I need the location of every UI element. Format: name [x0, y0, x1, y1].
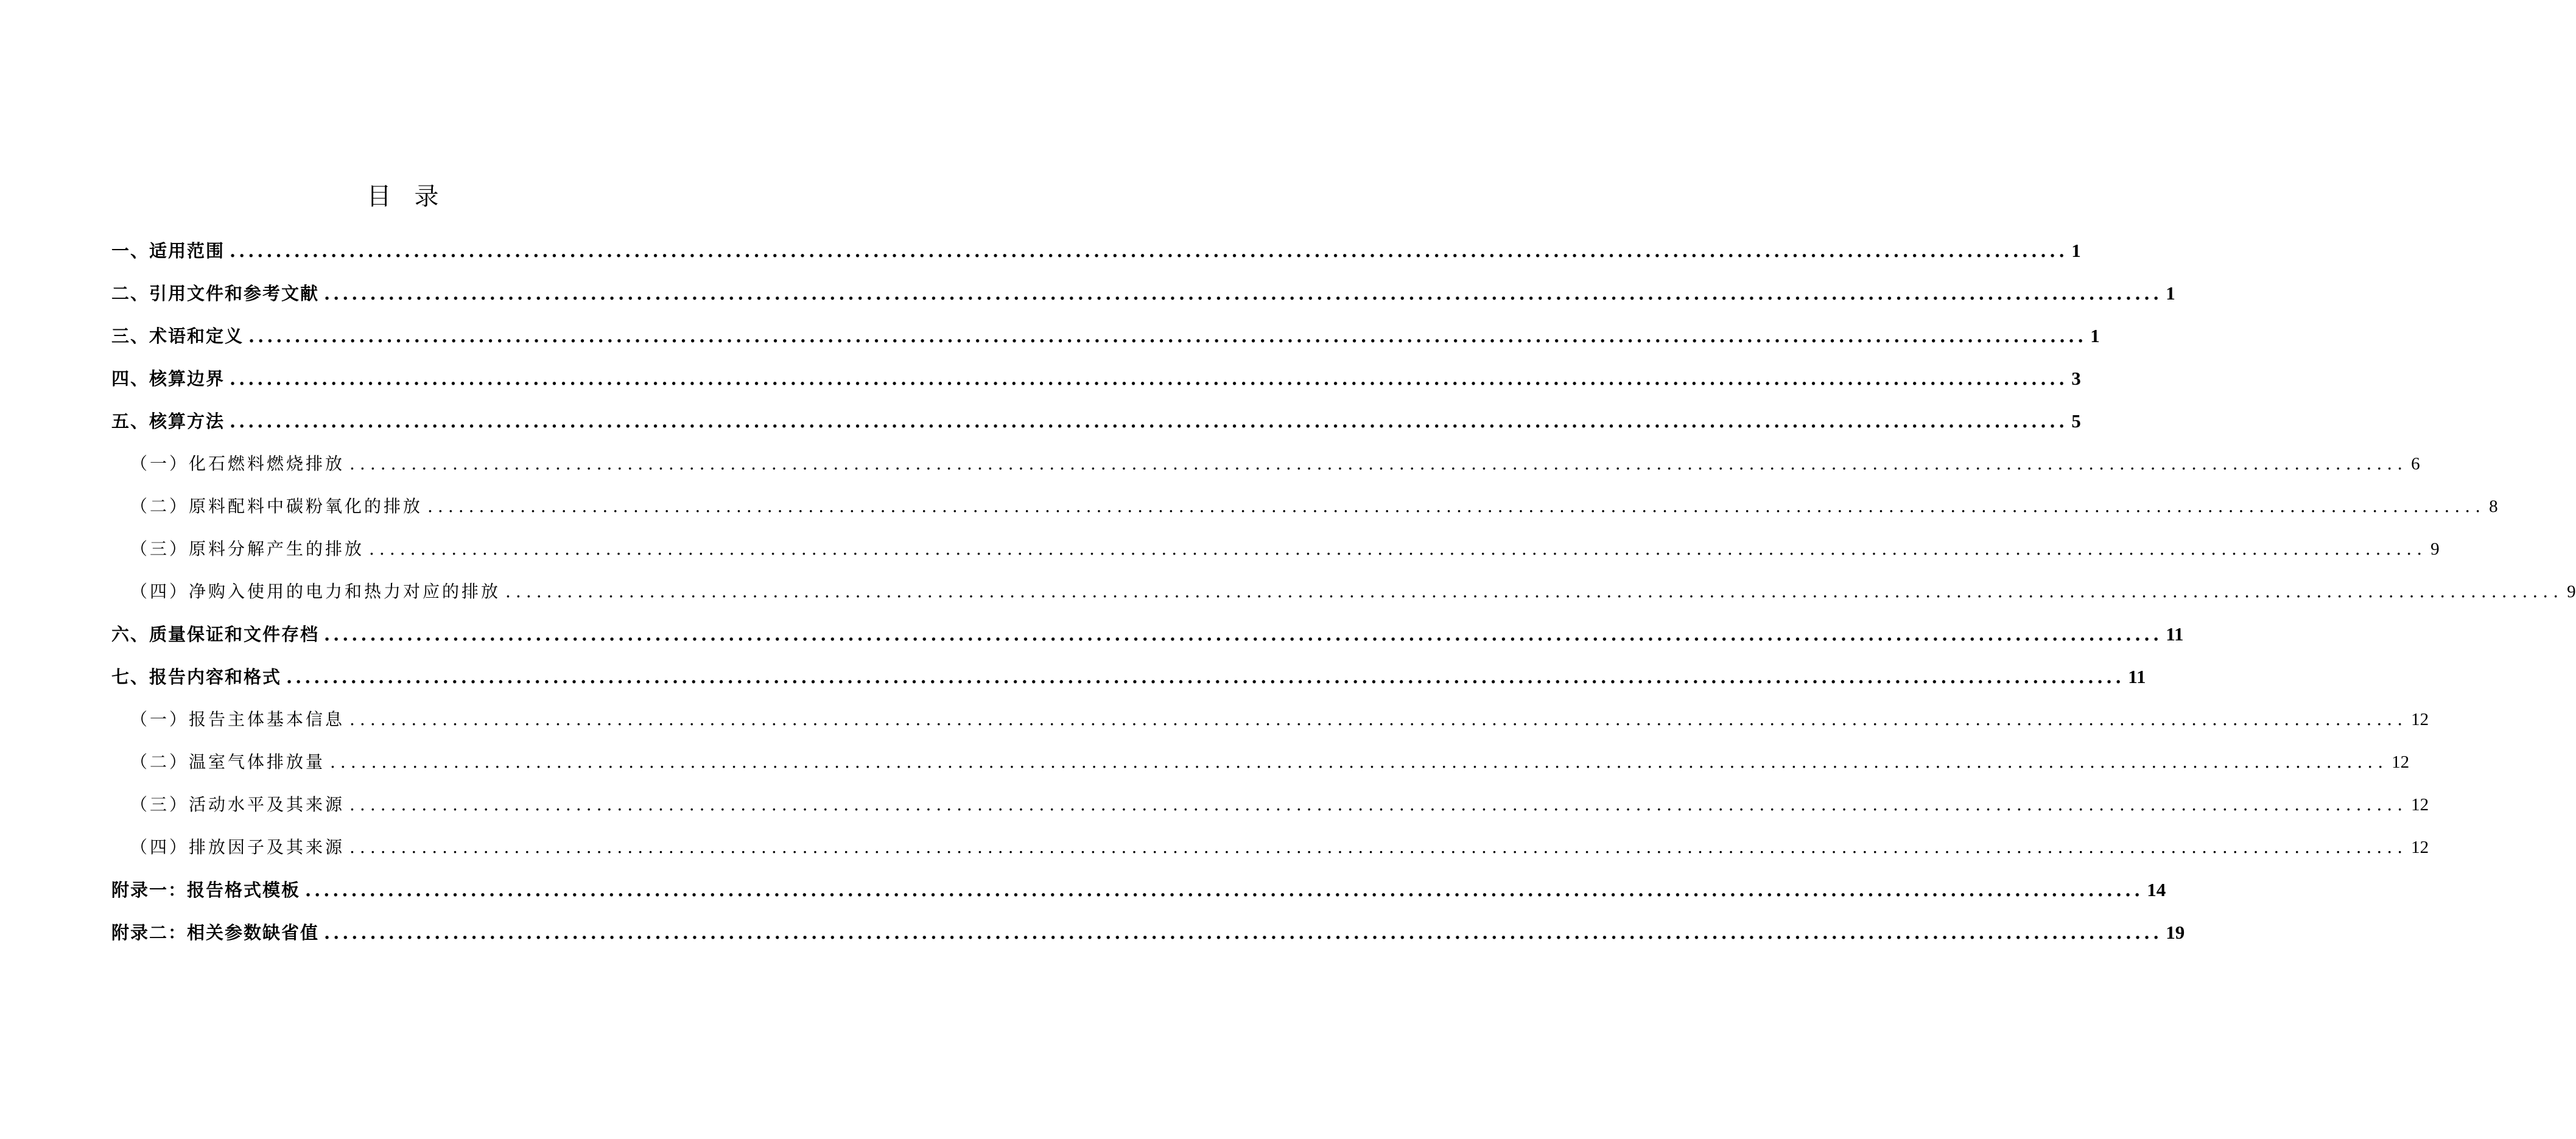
toc-leader-dots: ........................................................................................................................................................................................................: [324, 922, 2163, 943]
toc-leader-dots: ........................................................................................................................................................................................................: [324, 624, 2163, 645]
toc-entry-label: 五、核算方法: [111, 411, 225, 432]
toc-entry-label: （一）化石燃料燃烧排放: [130, 454, 345, 474]
toc-leader-dots: ........................................................................................................................................................................................................: [286, 667, 2125, 687]
toc-entry-page-number: 6: [2411, 454, 2420, 474]
toc-entry-label: （三）原料分解产生的排放: [130, 539, 365, 559]
toc-leader-dots: ........................................................................................................................................................................................................: [369, 539, 2427, 559]
toc-entry[interactable]: [111, 272, 2175, 315]
page-title: 目录: [367, 182, 462, 211]
toc-entry[interactable]: [111, 741, 2410, 783]
toc-entry[interactable]: [111, 357, 2081, 400]
toc-entry[interactable]: [111, 230, 2081, 272]
toc-entry[interactable]: [111, 443, 2420, 485]
toc-entry-label: 二、引用文件和参考文献: [111, 283, 320, 304]
toc-entry-label: （二）温室气体排放量: [130, 752, 326, 772]
toc-entry-page-number: 8: [2489, 497, 2498, 516]
toc-entry-page-number: 1: [2071, 240, 2081, 261]
toc-entry-page-number: 1: [2166, 282, 2175, 304]
toc-entry-label: 三、术语和定义: [111, 326, 244, 346]
toc-entry-page-number: 12: [2411, 710, 2429, 729]
toc-entry[interactable]: [111, 783, 2429, 826]
toc-entry-label: （一）报告主体基本信息: [130, 709, 345, 729]
toc-entry-page-number: 3: [2071, 368, 2081, 389]
toc-leader-dots: ........................................................................................................................................................................................................: [349, 794, 2408, 815]
toc-entry-page-number: 5: [2071, 410, 2081, 432]
toc-entry-page-number: 19: [2166, 922, 2185, 943]
toc-entry[interactable]: [111, 528, 2440, 570]
toc-leader-dots: ........................................................................................................................................................................................................: [230, 240, 2068, 261]
toc-entry-label: 七、报告内容和格式: [111, 667, 282, 687]
toc-entry-page-number: 11: [2128, 666, 2146, 687]
toc-entry-page-number: 1: [2090, 325, 2100, 346]
toc-leader-dots: ........................................................................................................................................................................................................: [230, 368, 2068, 389]
toc-entry-label: 一、适用范围: [111, 240, 225, 261]
toc-leader-dots: ........................................................................................................................................................................................................: [324, 283, 2163, 304]
toc-entry-label: 六、质量保证和文件存档: [111, 624, 320, 645]
toc-entry-label: （三）活动水平及其来源: [130, 794, 345, 815]
toc-leader-dots: ........................................................................................................................................................................................................: [427, 496, 2486, 516]
toc-entry[interactable]: [111, 826, 2429, 869]
toc-entry[interactable]: [111, 656, 2146, 698]
toc-entry-label: 附录二：相关参数缺省值: [111, 922, 320, 943]
toc-entry-page-number: 12: [2411, 838, 2429, 857]
toc-leader-dots: ........................................................................................................................................................................................................: [349, 454, 2408, 474]
toc-entry-label: （四）净购入使用的电力和热力对应的排放: [130, 581, 501, 601]
toc-entry-label: （四）排放因子及其来源: [130, 837, 345, 857]
toc-entry[interactable]: [111, 911, 2185, 954]
table-of-contents: [111, 230, 2576, 954]
toc-entry[interactable]: [111, 485, 2498, 528]
toc-entry-page-number: 9: [2430, 539, 2440, 559]
toc-leader-dots: ........................................................................................................................................................................................................: [230, 411, 2068, 432]
toc-entry[interactable]: [111, 869, 2166, 911]
toc-leader-dots: ........................................................................................................................................................................................................: [349, 837, 2408, 857]
toc-entry-page-number: 12: [2392, 752, 2410, 772]
toc-entry-label: 附录一：报告格式模板: [111, 880, 301, 900]
toc-entry[interactable]: [111, 400, 2081, 443]
toc-entry-label: 四、核算边界: [111, 368, 225, 389]
toc-leader-dots: ........................................................................................................................................................................................................: [330, 752, 2388, 772]
toc-entry-page-number: 9: [2567, 582, 2576, 601]
toc-leader-dots: ........................................................................................................................................................................................................: [248, 326, 2087, 346]
toc-entry-page-number: 12: [2411, 795, 2429, 815]
toc-entry-page-number: 11: [2166, 623, 2184, 645]
toc-leader-dots: ........................................................................................................................................................................................................: [305, 880, 2144, 900]
toc-entry[interactable]: [111, 698, 2429, 741]
toc-entry[interactable]: [111, 315, 2100, 357]
toc-entry-page-number: 14: [2147, 879, 2166, 900]
toc-entry-label: （二）原料配料中碳粉氧化的排放: [130, 496, 423, 516]
toc-leader-dots: ........................................................................................................................................................................................................: [505, 581, 2564, 601]
toc-entry[interactable]: [111, 613, 2184, 656]
toc-leader-dots: ........................................................................................................................................................................................................: [349, 709, 2408, 729]
toc-entry[interactable]: [111, 570, 2576, 613]
